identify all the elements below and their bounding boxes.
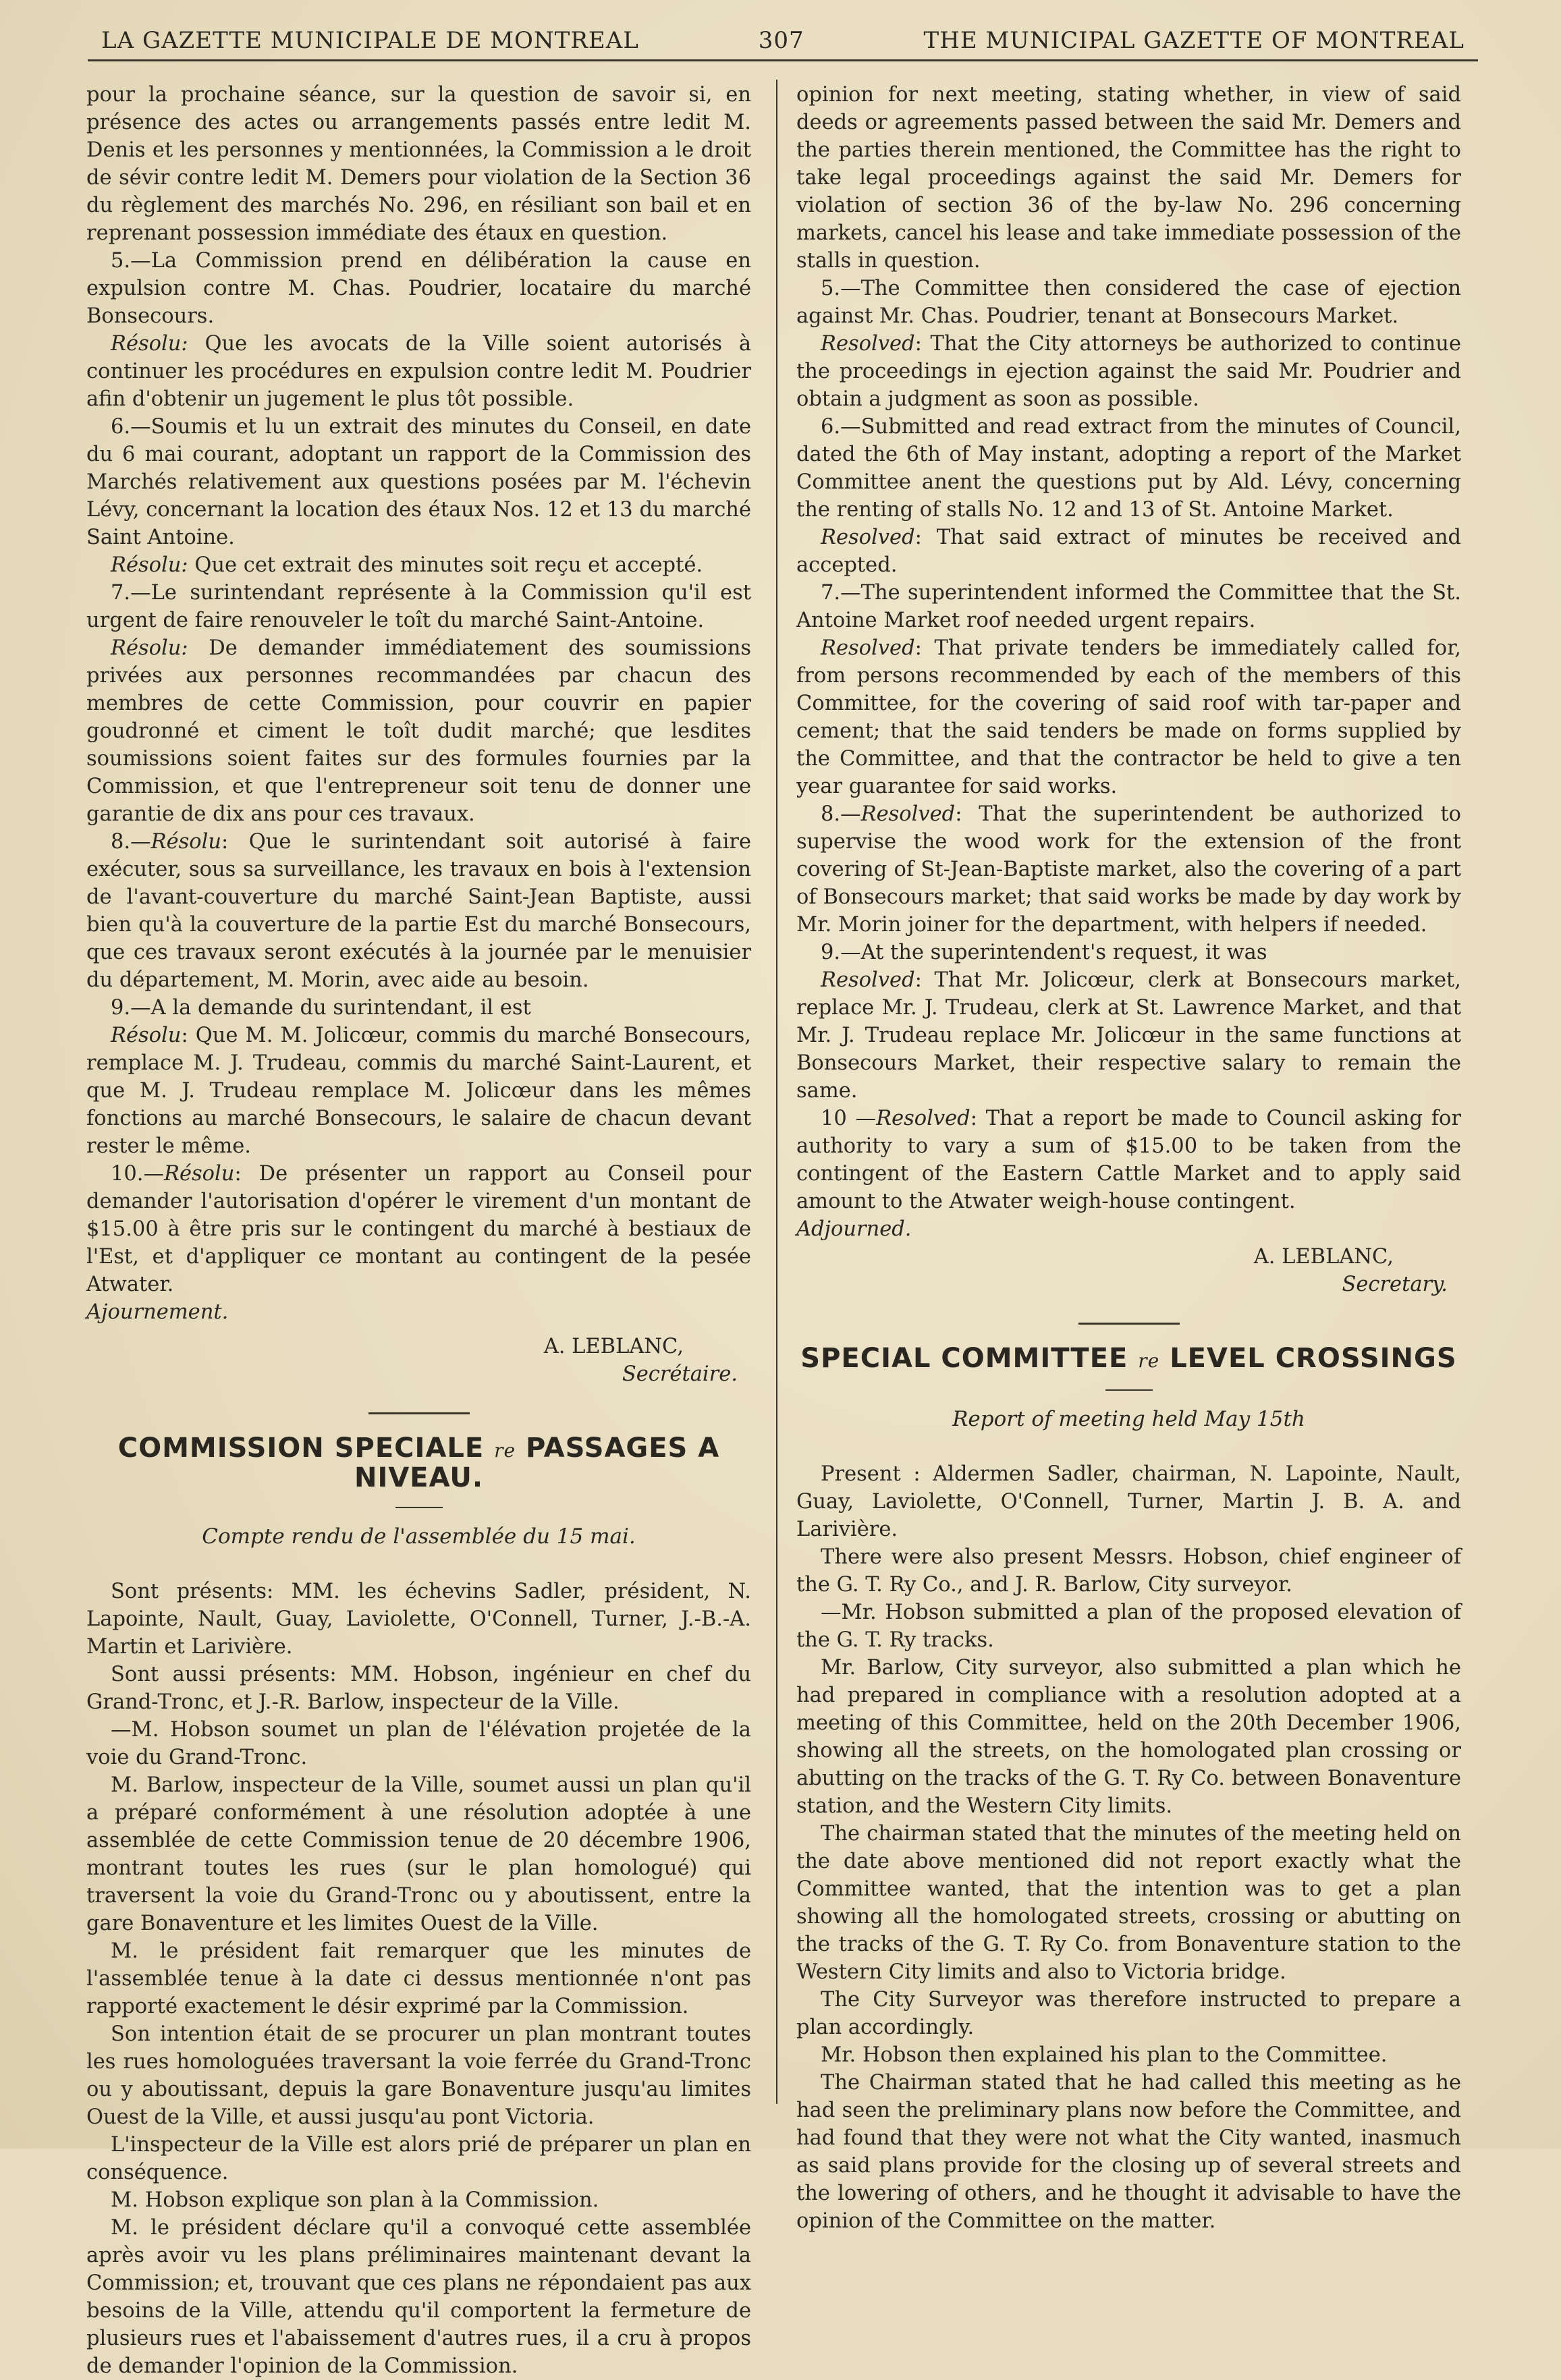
resolution-label: Résolu: xyxy=(111,553,188,577)
section-title: SPECIAL COMMITTEE re LEVEL CROSSINGS xyxy=(800,1343,1457,1374)
left-column xyxy=(86,81,751,2380)
header-rule xyxy=(88,59,1478,61)
right-column xyxy=(796,81,1461,2235)
paragraph: The Chairman stated that he had called this meeting as he had seen the preliminary plans now before the Committee, and had found that they were not what the City wanted, inasmuch as said plans provide for the closing up of several streets and the lowering of others, and he thought it advisable to have the opinion of the Committee on the matter. xyxy=(796,2071,1461,2233)
signature-name: A. LEBLANC, xyxy=(543,1335,684,1358)
paragraph xyxy=(86,828,751,994)
paragraph xyxy=(796,634,1461,800)
column-rule xyxy=(776,80,777,2104)
signature-name: A. LEBLANC, xyxy=(1253,1245,1394,1269)
market-committee-minutes-fr xyxy=(86,81,751,1388)
header-french-title: LA GAZETTE MUNICIPALE DE MONTREAL xyxy=(101,27,639,54)
adjournment: Ajournement. xyxy=(86,1300,229,1324)
paragraph: —M. Hobson soumet un plan de l'élévation projetée de la voie du Grand-Tronc. xyxy=(86,1718,751,1769)
paragraph xyxy=(796,524,1461,579)
section-title: COMMISSION SPECIALE re PASSAGES A NIVEAU. xyxy=(117,1433,720,1493)
paragraph xyxy=(86,634,751,828)
paragraph: 5.—The Committee then considered the case of ejection against Mr. Chas. Poudrier, tenant at Bonsecours Market. xyxy=(796,277,1461,328)
resolution-label: Résolu xyxy=(111,1024,182,1047)
resolution-text: : That private tenders be immediately called for, from persons recommended by each of the members of this Committee, for the covering of said roof with tar-paper and cement; that the said tenders be made on forms supplied by the Committee, and that the contractor be held to give a ten year guarantee for said works. xyxy=(796,636,1461,798)
resolution-label: Résolu xyxy=(164,1162,235,1186)
item-number: 8.— xyxy=(821,802,861,826)
paragraph: There were also present Messrs. Hobson, chief engineer of the G. T. Ry Co., and J. R. Barlow, City surveyor. xyxy=(796,1545,1461,1597)
resolution-label: Resolved xyxy=(860,802,956,826)
resolution-text: : That the City attorneys be authorized to continue the proceedings in ejection against the said Mr. Poudrier and obtain a judgment as soon as possible. xyxy=(796,332,1461,411)
item-number: 10.— xyxy=(111,1162,165,1186)
item-number: 8.— xyxy=(111,830,151,854)
page-header xyxy=(101,20,1464,61)
market-committee-minutes-en xyxy=(796,81,1461,1298)
section-subtitle: Report of meeting held May 15th xyxy=(952,1407,1305,1431)
paragraph xyxy=(86,1022,751,1160)
resolution-label: Resolved xyxy=(821,526,915,549)
resolution-label: Résolu: xyxy=(111,636,188,660)
paragraph: Present : Aldermen Sadler, chairman, N. Lapointe, Nault, Guay, Laviolette, O'Connell, Turner, Martin J. B. A. and Larivière. xyxy=(796,1462,1461,1541)
resolution-text: : Que M. M. Jolicœur, commis du marché Bonsecours, remplace M. J. Trudeau, commis du marché Saint-Laurent, et que M. J. Trudeau remplace M. Jolicœur dans les mêmes fonctions au marché Bonsecours, le salaire de chacun devant rester le même. xyxy=(86,1024,751,1158)
paragraph: 9.—At the superintendent's request, it was xyxy=(821,941,1267,964)
paragraph: 5.—La Commission prend en délibération la cause en expulsion contre M. Chas. Poudrier, locataire du marché Bonsecours. xyxy=(86,249,751,328)
paragraph: The City Surveyor was therefore instructed to prepare a plan accordingly. xyxy=(796,1988,1461,2039)
paragraph: M. Hobson explique son plan à la Commission. xyxy=(111,2188,599,2212)
resolution-label: Résolu: xyxy=(111,332,188,356)
section-subtitle: Compte rendu de l'assemblée du 15 mai. xyxy=(202,1524,636,1549)
paragraph: 6.—Soumis et lu un extrait des minutes du Conseil, en date du 6 mai courant, adoptant un rapport de la Commission des Marchés relativement aux questions posées par M. l'échevin Lévy, concernant la location des étaux Nos. 12 et 13 du marché Saint Antoine. xyxy=(86,415,751,549)
resolution-text: : That the superintendent be authorized to supervise the wood work for the extension of the front covering of St-Jean-Baptiste market, also the covering of a part of Bonsecours market; that said works be made by day work by Mr. Morin joiner for the department, with helpers if needed. xyxy=(796,802,1461,937)
paragraph xyxy=(796,966,1461,1105)
paragraph: M. le président fait remarquer que les minutes de l'assemblée tenue à la date ci dessus mentionnée n'ont pas rapporté exactement le désir exprimé par la Commission. xyxy=(86,1939,751,2018)
resolution-text: : Que le surintendant soit autorisé à faire exécuter, sous sa surveillance, les travaux en bois à l'extension de l'avant-couverture du marché Saint-Jean Baptiste, aussi bien qu'à la couverture de la partie Est du marché Bonsecours, que ces travaux seront exécutés à la journée par le menuisier du département, M. Morin, avec aide au besoin. xyxy=(86,830,751,992)
paragraph: Sont présents: MM. les échevins Sadler, président, N. Lapointe, Nault, Guay, Laviolette, O'Connell, Turner, J.-B.-A. Martin et Larivière. xyxy=(86,1580,751,1659)
resolution-text: : De présenter un rapport au Conseil pour demander l'autorisation d'opérer le virement d'un montant de $15.00 à être pris sur le contingent du marché à bestiaux de l'Est, et d'appliquer ce montant au contingent de la pesée Atwater. xyxy=(86,1162,751,1296)
paragraph: M. le président déclare qu'il a convoqué cette assemblée après avoir vu les plans préliminaires maintenant devant la Commission; et, trouvant que ces plans ne répondaient pas aux besoins de la Ville, attendu qu'il comportent la fermeture de plusieurs rues et l'abaissement d'autres rues, il a cru à propos de demander l'opinion de la Commission. xyxy=(86,2216,751,2378)
resolution-text: Que cet extrait des minutes soit reçu et accepté. xyxy=(188,553,703,577)
resolution-label: Resolved xyxy=(821,636,915,660)
paragraph: M. Barlow, inspecteur de la Ville, soumet aussi un plan qu'il a préparé conformément à une résolution adoptée à une assemblée de cette Commission tenue de 20 décembre 1906, montrant toutes les rues (sur le plan homologué) qui traversent la voie du Grand-Tronc ou y aboutissent, entre la gare Bonaventure et les limites Ouest de la Ville. xyxy=(86,1773,751,1935)
paragraph xyxy=(796,1105,1461,1215)
level-crossings-report-fr xyxy=(86,1435,751,2380)
paragraph: L'inspecteur de la Ville est alors prié de préparer un plan en conséquence. xyxy=(86,2133,751,2184)
paragraph: Son intention était de se procurer un plan montrant toutes les rues homologuées traversant la voie ferrée du Grand-Tronc ou y aboutissant, depuis la gare Bonaventure jusqu'au limites Ouest de la Ville, et aussi jusqu'au pont Victoria. xyxy=(86,2022,751,2129)
resolution-text: De demander immédiatement des soumissions privées aux personnes recommandées par chacun des membres de cette Commission, pour couvrir en papier goudronné et ciment le toît dudit marché; que lesdites soumissions soient faites sur des formules fournies par la Commission, et que l'entrepreneur soit tenu de donner une garantie de dix ans pour ces travaux. xyxy=(86,636,751,826)
paragraph xyxy=(86,1160,751,1298)
paragraph: 9.—A la demande du surintendant, il est xyxy=(111,996,531,1020)
header-english-title: THE MUNICIPAL GAZETTE OF MONTREAL xyxy=(923,27,1464,54)
level-crossings-report-en xyxy=(796,1345,1461,2235)
paragraph: Mr. Barlow, City surveyor, also submitted a plan which he had prepared in compliance with a resolution adopted at a meeting of this Committee, held on the 20th December 1906, showing all the streets, on the homologated plan crossing or abutting on the tracks of the G. T. Ry Co. between Bonaventure station, and the Western City limits. xyxy=(796,1656,1461,1818)
resolution-text: : That said extract of minutes be received and accepted. xyxy=(796,526,1461,577)
page-number: 307 xyxy=(758,27,804,54)
resolution-label: Resolved xyxy=(821,332,915,356)
paragraph xyxy=(796,330,1461,413)
paragraph: opinion for next meeting, stating whether, in view of said deeds or agreements passed between the said Mr. Demers and the parties therein mentioned, the Committee has the right to take legal proceedings against the said Mr. Demers for violation of section 36 of the by-law No. 296 concerning markets, cancel his lease and take immediate possession of the stalls in question. xyxy=(796,83,1461,273)
signature-title: Secrétaire. xyxy=(622,1362,738,1386)
resolution-text: : That a report be made to Council asking for authority to vary a sum of $15.00 to be taken from the contingent of the Eastern Cattle Market and to apply said amount to the Atwater weigh-house contingent. xyxy=(796,1107,1461,1213)
resolution-text: : That Mr. Jolicœur, clerk at Bonsecours market, replace Mr. J. Trudeau, clerk at St. Lawrence Market, and that Mr. J. Trudeau replace Mr. Jolicœur in the same functions at Bonsecours Market, their respective salary to remain the same. xyxy=(796,968,1461,1103)
paragraph xyxy=(796,800,1461,939)
paragraph: 7.—The superintendent informed the Committee that the St. Antoine Market roof needed urgent repairs. xyxy=(796,581,1461,632)
paragraph xyxy=(86,330,751,413)
paragraph: Sont aussi présents: MM. Hobson, ingénieur en chef du Grand-Tronc, et J.-R. Barlow, inspecteur de la Ville. xyxy=(86,1663,751,1714)
resolution-label: Résolu xyxy=(150,830,222,854)
item-number: 10 — xyxy=(821,1107,877,1130)
paragraph: 7.—Le surintendant représente à la Commission qu'il est urgent de faire renouveler le toît du marché Saint-Antoine. xyxy=(86,581,751,632)
paragraph: pour la prochaine séance, sur la question de savoir si, en présence des actes ou arrangements passés entre ledit M. Denis et les personnes y mentionnées, la Commission a le droit de sévir contre ledit M. Demers pour violation de la Section 36 du règlement des marchés No. 296, en résiliant son bail et en reprenant possession immédiate des étaux en question. xyxy=(86,83,751,245)
paragraph: The chairman stated that the minutes of the meeting held on the date above mentioned did not report exactly what the Committee wanted, that the intention was to get a plan showing all the homologated streets, crossing or abutting on the tracks of the G. T. Ry Co. from Bonaventure station to the Western City limits and also to Victoria bridge. xyxy=(796,1822,1461,1984)
adjournment: Adjourned. xyxy=(796,1217,912,1241)
paragraph xyxy=(86,551,751,579)
resolution-text: Que les avocats de la Ville soient autorisés à continuer les procédures en expulsion contre ledit M. Poudrier afin d'obtenir un jugement le plus tôt possible. xyxy=(86,332,751,411)
signature-title: Secretary. xyxy=(1342,1273,1448,1296)
paragraph: Mr. Hobson then explained his plan to the Committee. xyxy=(821,2043,1388,2067)
resolution-label: Resolved xyxy=(876,1107,970,1130)
resolution-label: Resolved xyxy=(821,968,915,992)
paragraph: —Mr. Hobson submitted a plan of the proposed elevation of the G. T. Ry tracks. xyxy=(796,1601,1461,1652)
paragraph: 6.—Submitted and read extract from the minutes of Council, dated the 6th of May instant, adopting a report of the Market Committee anent the questions put by Ald. Lévy, concerning the renting of stalls No. 12 and 13 of St. Antoine Market. xyxy=(796,415,1461,522)
